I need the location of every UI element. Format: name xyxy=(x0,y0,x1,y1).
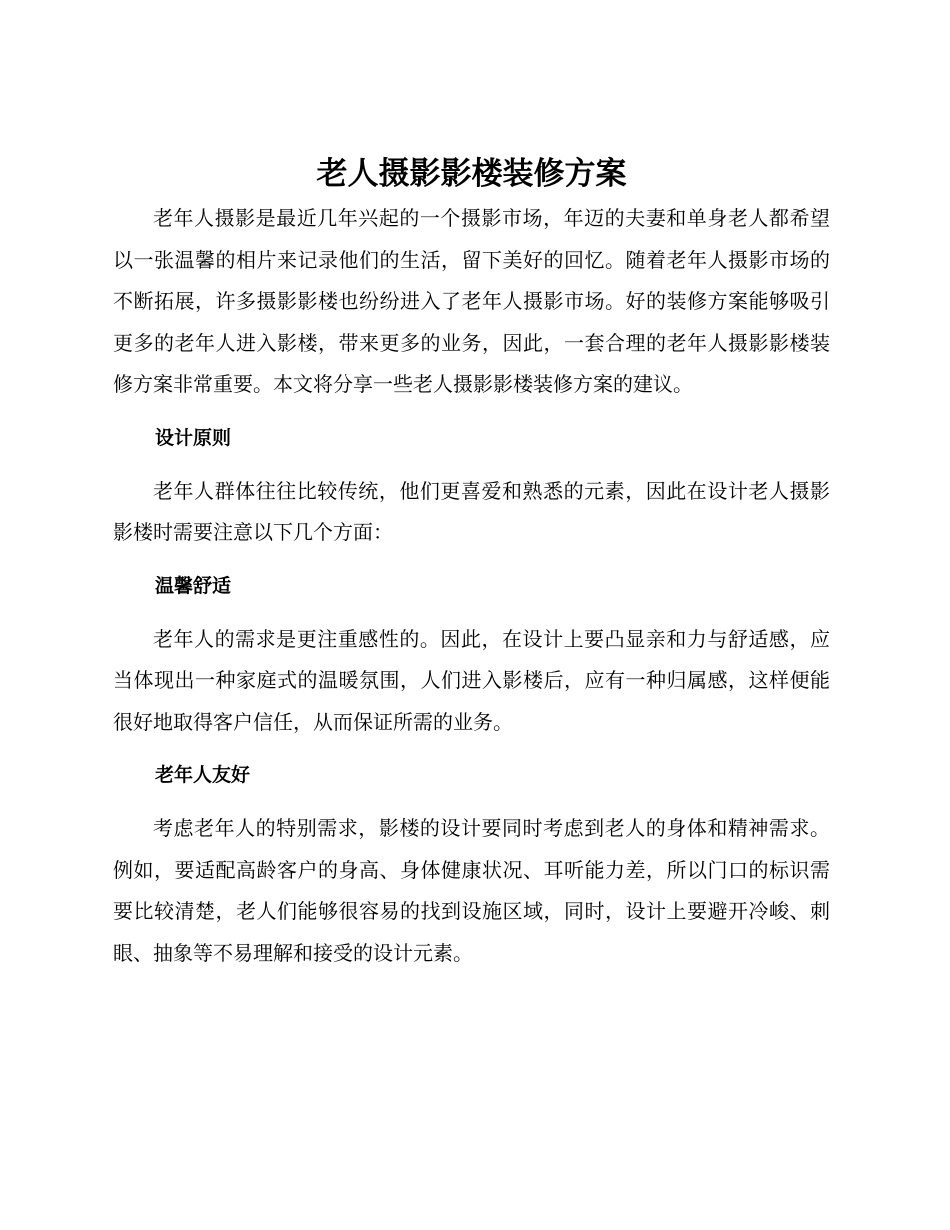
section-heading-elderly-friendly: 老年人友好 xyxy=(155,764,251,786)
intro-paragraph: 老年人摄影是最近几年兴起的一个摄影市场，年迈的夫妻和单身老人都希望以一张温馨的相片来记录他们的生活，留下美好的回忆。随着老年人摄影市场的不断拓展，许多摄影影楼也纷纷进入了老年人摄影市场。好的装修方案能够吸引更多的老年人进入影楼，带来更多的业务，因此，一套合理的老年人摄影影楼装修方案非常重要。本文将分享一些老人摄影影楼装修方案的建议。 xyxy=(113,206,830,396)
section-body-warm-comfort: 老年人的需求是更注重感性的。因此，在设计上要凸显亲和力与舒适感，应当体现出一种家庭式的温暖氛围，人们进入影楼后，应有一种归属感，这样便能很好地取得客户信任，从而保证所需的业务。 xyxy=(113,626,830,734)
section-heading-warm-comfort: 温馨舒适 xyxy=(155,574,232,597)
document-title: 老人摄影影楼装修方案 xyxy=(316,156,627,192)
section-heading-design-principles: 设计原则 xyxy=(155,426,232,449)
section-body-elderly-friendly: 考虑老年人的特别需求，影楼的设计要同时考虑到老人的身体和精神需求。例如，要适配高龄客户的身高、身体健康状况、耳听能力差，所以门口的标识需要比较清楚，老人们能够很容易的找到设施区域，同时，设计上要避开冷峻、刺眼、抽象等不易理解和接受的设计元素。 xyxy=(113,816,830,965)
document-body xyxy=(113,150,830,974)
section-body-design-principles: 老年人群体往往比较传统，他们更喜爱和熟悉的元素，因此在设计老人摄影影楼时需要注意以下几个方面： xyxy=(113,478,830,544)
